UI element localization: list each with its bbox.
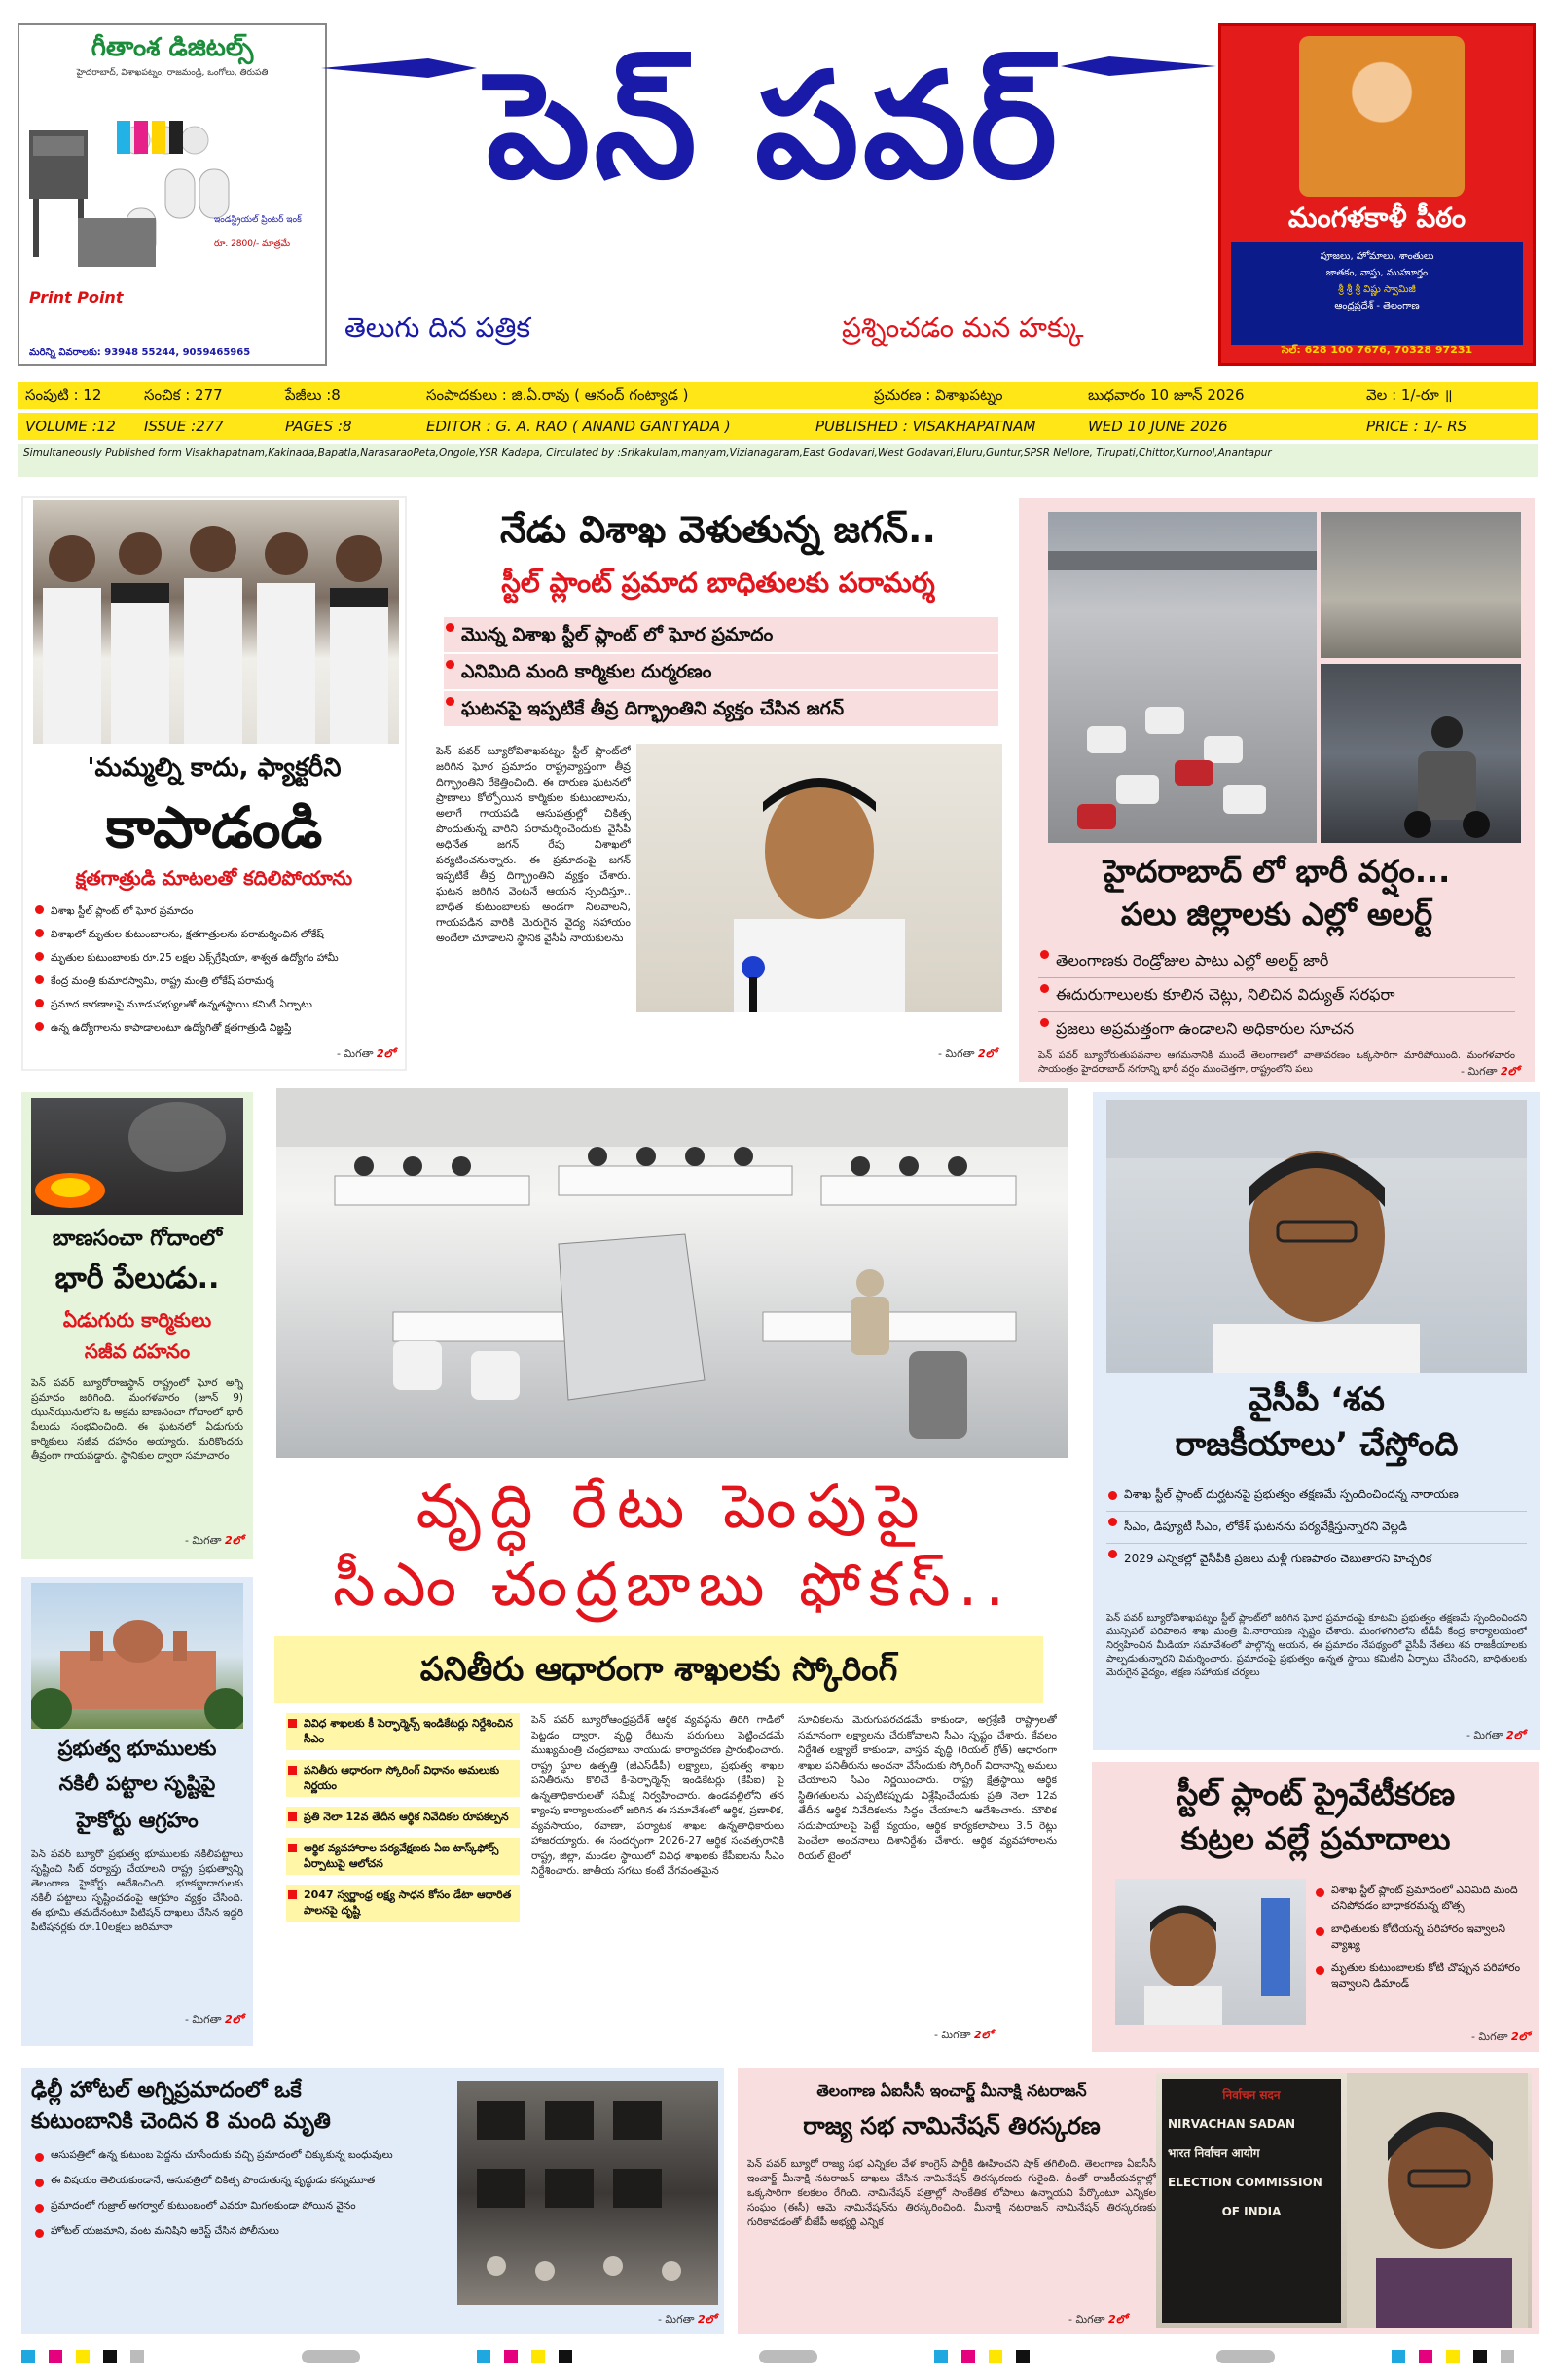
issue: సంచిక : 277 [144,386,223,404]
ad-line: హైదరాబాద్, విశాఖపట్నం, రాజమండ్రి, ఒంగోలు, తిరుపతి [76,68,269,78]
editions-line: Simultaneously Published form Visakhapatnam,Kakinada,Bapatla,NarasaraoPeta,Ongole,YSR Kadapa, Circulated by :Srikakulam,manyam,Vizianagaram,East Godavari,West Godavari,Eluru,Guntur,SPSR Nellore, Tirupati,Chittor,Kurnool,Anantapur [18,444,1538,477]
burnt-hotel-photo [457,2081,718,2305]
blast-subhead: ఏడుగురు కార్మికులు [62,1308,212,1332]
volume: VOLUME :12 [25,418,116,435]
ad-line: జాతకం, వాస్తు, ముహూర్తం [1325,268,1429,278]
ad-line: శ్రీ శ్రీ శ్రీ విష్ణు స్వామిజీ [1338,284,1416,295]
narayana-headline: రాజకీయాలు’ చేస్తోంది [1175,1425,1459,1464]
sign-line: निर्वाचन सदन [1222,2088,1281,2102]
list-item: ఘటనపై ఇప్పటికే తీవ్ర దిగ్భ్రాంతిని వ్యక్తం చేసిన జగన్ [444,691,998,726]
delhi-headline: ఢిల్లీ హోటల్ అగ్నిప్రమాదంలో ఒకే [31,2078,302,2103]
rain-body: పెన్ పవర్ బ్యూరోరుతుపవనాల ఆగమనానికి ముందే తెలంగాణలో వాతావరణం ఒక్కసారిగా మారిపోయింది. మంగళవారం సాయంత్రం హైదరాబాద్ నగరాన్ని భారీ వర్షం ముంచెత్తగా, రాష్ట్రంలోని పలు [1038,1050,1515,1075]
blast-headline: భారీ పేలుడు.. [54,1262,220,1296]
info-strip-telugu [18,382,1538,409]
cm-headline: సీఎం చంద్రబాబు ఫోకస్.. [332,1549,1013,1620]
story-narayana [1093,1092,1540,1750]
registration-mark [302,2350,360,2363]
story-court [21,1577,253,2046]
steel-bullets [1314,1883,1528,1992]
list-item: బాధితులకు కోటియన్న పరిహారం ఇవ్వాలని వ్యాఖ్య [1314,1922,1528,1953]
narayana-photo [1106,1100,1527,1373]
rain-bullets [1038,944,1515,1045]
list-item: ఎనిమిది మంది కార్మికుల దుర్మరణం [444,654,998,689]
ad-title: మంగళకాళీ పీఠం [1287,201,1466,234]
editor: EDITOR : G. A. RAO ( ANAND GANTYADA ) [426,418,731,435]
price: PRICE : 1/- RS [1366,418,1467,435]
fire-photo [31,1098,243,1215]
blast-subhead: సజీవ దహనం [84,1339,191,1363]
print-point-logo: Print Point [29,288,124,307]
sign-line: NIRVACHAN SADAN [1168,2117,1296,2131]
review-meeting-photo [276,1088,1068,1458]
continued-marker[interactable]: - మిగతా 2లో [1460,1065,1519,1078]
list-item: ప్రమాదంలో గుజ్రాల్ అగర్వాల్ కుటుంబంలో ఎవరూ మిగలకుండా పోయిన వైనం [33,2198,450,2214]
rain-headline: హైదరాబాద్ లో భారీ వర్షం... [1103,853,1451,890]
court-headline: ప్రభుత్వ భూములకు [57,1737,217,1760]
left-advertisement[interactable] [18,23,327,366]
list-item: హోటల్ యజమాని, వంట మనిషిని అరెస్ట్ చేసిన పోలీసులు [33,2223,450,2239]
continued-marker[interactable]: - మిగతా 2లో [1466,1729,1525,1741]
list-item: ఆసుపత్రిలో ఉన్న కుటుంబ పెద్దను చూసేందుకు వచ్చి ప్రమాదంలో చిక్కుకున్న బంధువులు [33,2147,450,2163]
published: PUBLISHED : VISAKHAPATNAM [815,418,1036,435]
high-court-photo [31,1583,243,1729]
masthead-title: పెన్ పవర్ [486,42,1062,211]
delhi-bullets [33,2147,450,2239]
cm-headline: వృద్ధి రేటు పెంపుపై [416,1471,929,1542]
list-item: 2047 స్వర్ణాంధ్ర లక్ష్య సాధన కోసం డేటా ఆధారిత పాలనపై దృష్టి [286,1885,520,1922]
crowd-illustration [33,500,399,744]
jagan-subhead: స్టీల్ ప్లాంట్ ప్రమాద బాధితులకు పరామర్శ [501,567,935,599]
list-item: సీఎం, డిప్యూటీ సీఎం, లోకేశ్ ఘటనను పర్యవేక్షిస్తున్నారని వెల్లడి [1106,1511,1527,1535]
issue: ISSUE :277 [144,418,224,435]
steel-headline: స్టీల్ ప్లాంట్ ప్రైవేటీకరణ [1176,1776,1456,1812]
cm-subhead: పనితీరు ఆధారంగా శాఖలకు స్కోరింగ్ [274,1636,1043,1703]
rain-rider-photo [1321,664,1521,843]
tagline-left: తెలుగు దిన పత్రిక [344,311,530,344]
natarajan-headline: రాజ్య సభ నామినేషన్ తిరస్కరణ [803,2112,1101,2140]
list-item: ఉన్న ఉద్యోగాలను కాపాడాలంటూ ఉద్యోగితో క్షతగాత్రుడి విజ్ఞప్తి [33,1016,403,1040]
factory-bullets [33,899,403,1040]
continued-marker[interactable]: - మిగతా 2లో [657,2313,716,2325]
ad-line: రూ. 2800/- మాత్రమే [214,239,291,249]
story-natarajan [738,2068,1539,2334]
registration-mark [21,2350,144,2363]
date: బుధవారం 10 జూన్ 2026 [1088,386,1245,404]
narayana-headline: వైసీపీ ‘శవ [1249,1380,1385,1419]
continued-marker[interactable]: - మిగతా 2లో [937,1047,996,1060]
jagan-body: పెన్ పవర్ బ్యూరోవిశాఖపట్నం స్టీల్ ప్లాంట్‌లో జరిగిన ఘోర ప్రమాదం రాష్ట్రవ్యాప్తంగా తీవ్ర దిగ్భ్రాంతిని రేకెత్తించింది. ఈ దారుణ ఘటనలో ప్రాణాలు కోల్పోయిన కార్మికుల కుటుంబాలను, అలాగే గాయపడి ఆసుపత్రుల్లో చికిత్స పొందుతున్న వారిని పరామర్శించేందుకు వైసీపీ అధినేత జగన్ రేపు విశాఖలో పర్యటించనున్నారు. ఈ ప్రమాదంపై జగన్ ఇప్పటికే తీవ్ర దిగ్భ్రాంతిని వ్యక్తం చేశారు. ఘటన జరిగిన వెంటనే ఆయన స్పందిస్తూ.. బాధిత కుటుంబాలకు అండగా నిలవాలని, గాయపడిన వారికి మెరుగైన వైద్య సహాయం అందేలా చూడాలని స్థానిక వైసీపీ నాయకులను [436,745,631,944]
blast-body: పెన్ పవర్ బ్యూరోరాజస్థాన్ రాష్ట్రంలో ఘోర అగ్ని ప్రమాదం జరిగింది. మంగళవారం (జూన్ 9) ఝున్‌ఝునులోని ఓ అక్రమ బాణసంచా గోదాంలో భారీ పేలుడు సంభవించింది. ఈ ఘటనలో ఏడుగురు కార్మికులు సజీవ దహనం అయ్యారు. మరికొందరు తీవ్రంగా గాయపడ్డారు. స్థానికుల ద్వారా సమాచారం [31,1377,243,1462]
printer-illustration [19,101,325,315]
tagline-right: ప్రశ్నించడం మన హక్కు [842,311,1084,344]
list-item: ప్రమాద కారణాలపై మూడుసభ్యులతో ఉన్నతస్థాయి కమిటీ ఏర్పాటు [33,993,403,1016]
narayana-body: పెన్ పవర్ బ్యూరోవిశాఖపట్నం స్టీల్ ప్లాంట్‌లో జరిగిన ఘోర ప్రమాదంపై కూటమి ప్రభుత్వం తక్షణమే స్పందించిందని మున్సిపల్ పరిపాలన శాఖ మంత్రి పి.నారాయణ స్పష్టం చేశారు. మంగళగిరిలోని టీడీపీ కేంద్ర కార్యాలయంలో నిర్వహించిన మీడియా సమావేశంలో పాల్గొన్న ఆయన, ఈ ప్రమాదం నేపథ్యంలో వైసీపీ నేతలు శవ రాజకీయాలకు పాల్పడుతున్నారని విమర్శించారు. ప్రమాదంపై ప్రభుత్వం ఉన్నత స్థాయి కమిటీని ఏర్పాటు చేసిందని, బాధితులకు మెరుగైన వైద్యం, తక్షణ సహాయక చర్యలు [1106,1613,1527,1678]
delhi-headline: కుటుంబానికి చెందిన 8 మంది మృతి [31,2109,331,2134]
sign [1162,2079,1341,2323]
price: వెల : 1/-రూ ॥ [1366,386,1453,404]
court-headline: నకిలీ పట్టాల సృష్టిపై [58,1772,216,1795]
ad-line: ఇండస్ట్రియల్ ప్రింటర్ ఇంక్ [214,215,302,225]
continued-marker[interactable]: - మిగతా 2లో [184,1534,243,1547]
continued-marker[interactable]: - మిగతా 2లో [933,2029,993,2041]
list-item: పనితీరు ఆధారంగా స్కోరింగ్ విధానం అమలుకు నిర్ణయం [286,1760,520,1797]
natarajan-portrait [1347,2073,1528,2328]
traffic-photo [1048,512,1317,843]
continued-marker[interactable]: - మిగతా 2లో [1470,2031,1530,2043]
list-item: విశాఖ స్టీల్ ప్లాంట్ దుర్ఘటనపై ప్రభుత్వం తక్షణమే స్పందించిందన్న నారాయణ [1106,1485,1527,1503]
court-headline: హైకోర్టు ఆగ్రహం [76,1809,199,1832]
story-blast [21,1092,253,1559]
ad-line: ఆంధ్రప్రదేశ్ - తెలంగాణ [1334,301,1420,311]
botsa-photo [1115,1879,1306,2025]
list-item: ప్రజలు అప్రమత్తంగా ఉండాలని అధికారుల సూచన [1038,1011,1515,1045]
list-item: ఈ విషయం తెలియకుండానే, ఆసుపత్రిలో చికిత్స పొందుతున్న వృద్ధుడు కన్నుమూత [33,2173,450,2188]
factory-subhead: క్షతగాత్రుడి మాటలతో కదిలిపోయాను [75,866,353,890]
list-item: ప్రతి నెలా 12వ తేదీన ఆర్థిక నివేదికల రూపకల్పన [286,1807,520,1828]
natarajan-kicker: తెలంగాణ ఏఐసీసీ ఇంచార్జ్ మీనాక్షి నటరాజన్ [816,2081,1087,2100]
cm-bullets [286,1713,520,1922]
info-strip-english [18,413,1538,440]
list-item: విశాఖ స్టీల్ ప్లాంట్ ప్రమాదంలో ఎనిమిది మంది చనిపోవడం బాధాకరమన్న బొత్స [1314,1883,1528,1914]
court-body: పెన్ పవర్ బ్యూరో ప్రభుత్వ భూములకు నకిలీపట్టాలు సృష్టించి సిట్ దర్యాప్తు చేయాలని రాష్ట్ర ప్రభుత్వాన్ని తెలంగాణ హైకోర్టు ఆదేశించింది. భూకబ్జాదారులకు నకిలీ పట్టాలు సృష్టించడంపై ఆగ్రహం వ్యక్తం చేసింది. ఈ భూమి తమదేనంటూ పిటిషన్ దాఖలు చేసిన ఇద్దరి పిటిషనర్లకు రూ.10లక్షలు జరిమానా [31,1849,243,1933]
lokesh-photo [33,500,399,744]
steel-headline: కుట్రల వల్లే ప్రమాదాలు [1180,1820,1451,1857]
registration-mark [1392,2350,1514,2363]
natarajan-body: పెన్ పవర్ బ్యూరో రాజ్య సభ ఎన్నికల వేళ కాంగ్రెస్ పార్టీకి ఊహించని షాక్ తగిలింది. తెలంగాణ ఏఐసీసీ ఇంచార్జ్ మీనాక్షి నటరాజన్ దాఖలు చేసిన నామినేషన్ తిరస్కరణకు గురైంది. దీంతో రాజకీయవర్గాల్లో ఒక్కసారిగా కలకలం రేగింది. నామినేషన్ పత్రాల్లో సాంకేతిక లోపాలు ఉన్నాయని పేర్కొంటూ ఎన్నికల సంఘం (ఈసీ) ఆమె నామినేషన్‌ను తిరస్కరించింది. మీనాక్షి నటరాజన్ నామినేషన్ తిరస్కరణకు గురికావడంతో బీజేపీ అభ్యర్థి ఎన్నిక [747,2158,1156,2228]
ad-phone: మరిన్ని వివరాలకు: 93948 55244, 9059465965 [29,348,251,358]
story-rain [1019,498,1535,1082]
list-item: 2029 ఎన్నికల్లో వైసీపీకి ప్రజలు మళ్లీ గుణపాఠం చెబుతారని హెచ్చరిక [1106,1543,1527,1567]
list-item: తెలంగాణకు రెండ్రోజుల పాటు ఎల్లో అలర్ట్ జారీ [1038,944,1515,977]
election-commission-photo [1156,2073,1532,2328]
story-factory [21,496,407,1071]
list-item: ఈదురుగాలులకు కూలిన చెట్లు, నిలిచిన విద్యుత్ సరఫరా [1038,977,1515,1011]
list-item: మృతుల కుటుంబాలకు రూ.25 లక్షల ఎక్స్‌గ్రేషియా, శాశ్వత ఉద్యోగం హామీ [33,946,403,970]
swami-portrait [1299,36,1465,197]
continued-marker[interactable]: - మిగతా 2లో [1068,2313,1128,2325]
rain-headline: పలు జిల్లాలకు ఎల్లో అలర్ట్ [1120,896,1433,933]
sign-line: भारत निर्वाचन आयोग [1168,2146,1260,2160]
blast-headline: బాణసంచా గోదాంలో [52,1227,223,1251]
story-delhi [21,2068,724,2334]
ad-phone: సెల్: 628 100 7676, 70328 97231 [1281,344,1473,356]
date: WED 10 JUNE 2026 [1088,418,1228,435]
list-item: కేంద్ర మంత్రి కుమారస్వామి, రాష్ట్ర మంత్రి లోకేష్ పరామర్శ [33,970,403,993]
cm-body: సూచికలను మెరుగుపరచడమే కాకుండా, అగ్రశ్రేణి రాష్ట్రాలతో సమానంగా లక్ష్యాలను చేరుకోవాలని సీఎం స్పష్టం చేశారు. కేవలం నిర్దేశిత లక్ష్యాలే కాకుండా, వాస్తవ వృద్ధి (రియల్ గ్రోత్) ఆధారంగా శాఖల పనితీరును అంచనా వేసేందుకు స్కోరింగ్ విధానాన్ని అమలు చేయాలని సీఎం నిర్ణయించారు. రాష్ట్ర క్షేత్రస్థాయి ఆర్థిక స్థితిగతులను ఎప్పటికప్పుడు విశ్లేషించేందుకు ప్రతి నెలా 12వ తేదీన ఆర్థిక నివేదికలను సిద్ధం చేయాలని ఆదేశించారు. మౌలిక సదుపాయాలపై పెట్టే వ్యయం, ఆర్థిక కార్యకలాపాలు 3.5 రెట్లు పెంచేలా అంచనాలు దిశానిర్దేశం చేశారు. ఆర్థిక వ్యవహారాలను రియల్ టైంలో [798,1714,1057,1862]
story-steel [1092,1762,1539,2052]
registration-mark [477,2350,572,2363]
pen-nib-icon [321,49,477,88]
ad-line: పూజలు, హోమాలు, శాంతులు [1320,251,1434,262]
story-cm [274,1088,1070,2052]
volume: సంపుటి : 12 [25,386,102,404]
cm-body: పెన్ పవర్ బ్యూరోఆంధ్రప్రదేశ్ ఆర్థిక వ్యవస్థను తిరిగి గాడిలో పెట్టడం ద్వారా, వృద్ధి రేటును పరుగులు పెట్టించడమే ముఖ్యమంత్రి చంద్రబాబు నాయుడు కార్యాచరణ ప్రారంభించారు. రాష్ట్ర స్థూల ఉత్పత్తి (జీఎస్‌డీపీ) లక్ష్యాలు, ప్రభుత్వ శాఖల పనితీరును కొలిచే కీ-పెర్ఫార్మెన్స్ ఇండికేటర్లు (కేపీఐ) పై ఉన్నతాధికారులతో సమీక్ష నిర్వహించారు. ఉండవల్లిలోని తన క్యాంపు కార్యాలయంలో జరిగిన ఈ సమావేశంలో ఆర్థిక, ప్రణాళిక, వ్యవసాయం, రవాణా, పర్యాటక శాఖల ఉన్నతాధికారులు హాజరయ్యారు. ఈ సందర్భంగా 2026-27 ఆర్థిక సంవత్సరానికి రాష్ట్ర, జిల్లా, మండల స్థాయిలో వివిధ శాఖలకు కేపీఐలను సీఎం నిర్దేశించారు. జాతీయ సగటు కంటే వేగవంతమైన [531,1714,784,1877]
right-advertisement[interactable] [1218,23,1536,366]
registration-mark [934,2350,1030,2363]
flooded-street-photo [1321,512,1521,658]
factory-headline: కాపాడండి [105,794,323,860]
narayana-bullets [1106,1485,1527,1567]
sign-line: OF INDIA [1221,2205,1282,2218]
list-item: మొన్న విశాఖ స్టీల్ ప్లాంట్ లో ఘోర ప్రమాదం [444,617,998,652]
ad-brand: గీతాంశ డిజిటల్స్ [91,33,254,62]
editor: సంపాదకులు : జి.ఏ.రావు ( ఆనంద్ గంట్యాడ ) [426,386,689,404]
list-item: విశాఖలో మృతుల కుటుంబాలను, క్షతగాత్రులను పరామర్శించిన లోకేష్ [33,923,403,946]
pen-nib-icon [1061,47,1216,86]
continued-marker[interactable]: - మిగతా 2లో [184,2013,243,2026]
list-item: విశాఖ స్టీల్ ప్లాంట్ లో ఘోర ప్రమాదం [33,899,403,923]
list-item: వివిధ శాఖలకు కీ పెర్ఫార్మెన్స్ ఇండికేటర్లు నిర్దేశించిన సీఎం [286,1713,520,1750]
registration-mark [1216,2350,1275,2363]
sign-line: ELECTION COMMISSION [1168,2176,1322,2189]
published: ప్రచురణ : విశాఖపట్నం [874,386,1003,404]
jagan-bullets [444,617,998,726]
pages: పేజీలు :8 [285,386,341,404]
list-item: మృతుల కుటుంబాలకు కోటి చొప్పున పరిహారం ఇవ్వాలని డిమాండ్ [1314,1960,1528,1992]
jagan-photo [636,744,1002,1012]
pages: PAGES :8 [285,418,352,435]
factory-kicker: 'మమ్మల్ని కాదు, ఫ్యాక్టరీని [87,753,342,783]
registration-mark [759,2350,817,2363]
story-jagan [430,496,1006,1071]
list-item: ఆర్థిక వ్యవహారాల పర్యవేక్షణకు ఏఐ టాస్క్‌ఫోర్స్ ఏర్పాటుపై ఆలోచన [286,1838,520,1875]
continued-marker[interactable]: - మిగతా 2లో [336,1047,395,1060]
jagan-headline: నేడు విశాఖ వెళుతున్న జగన్.. [500,508,936,551]
